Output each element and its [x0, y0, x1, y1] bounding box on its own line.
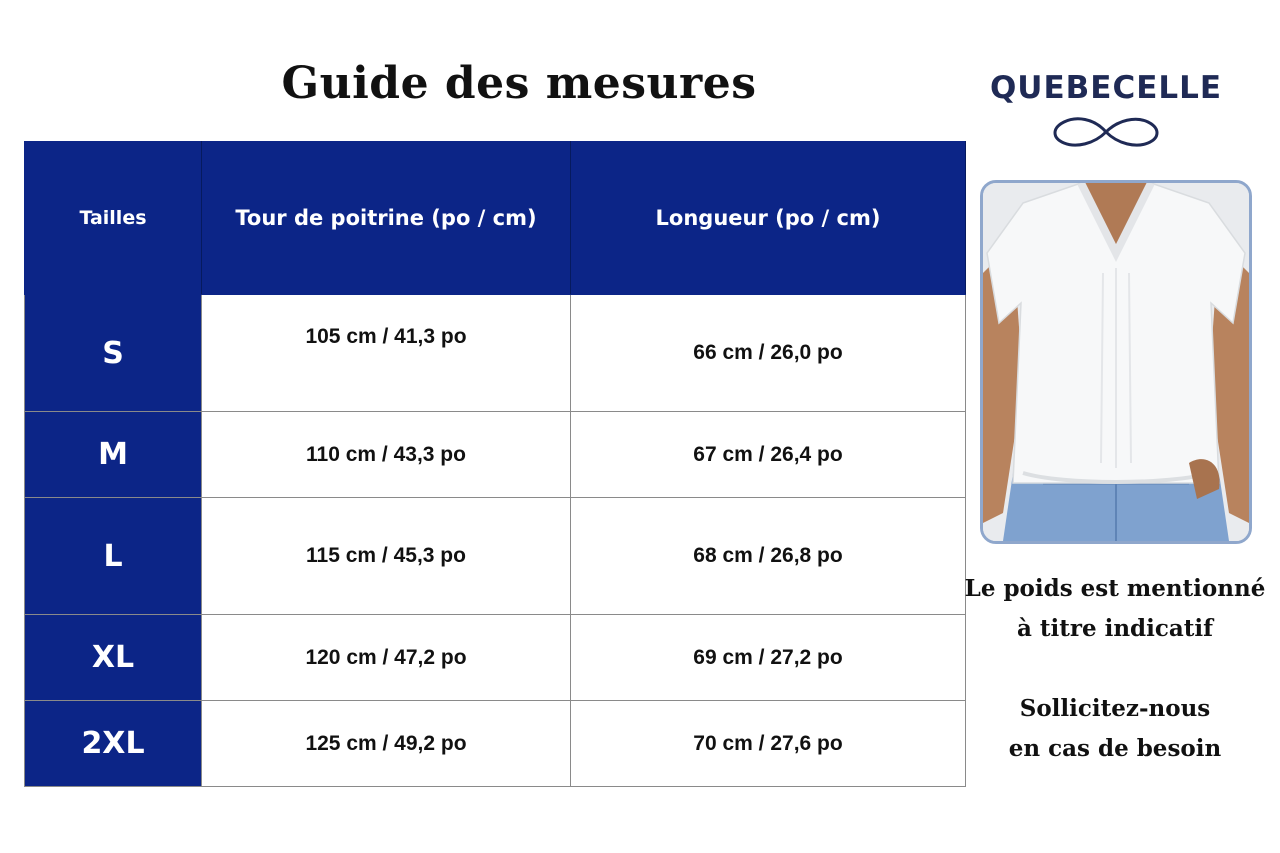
size-label: S — [25, 295, 202, 412]
chest-value: 110 cm / 43,3 po — [202, 412, 571, 498]
size-label: M — [25, 412, 202, 498]
brand-logo — [984, 70, 1228, 152]
weight-note-line2: à titre indicatif — [1016, 615, 1214, 642]
chest-value: 120 cm / 47,2 po — [202, 615, 571, 701]
length-value: 66 cm / 26,0 po — [571, 295, 966, 412]
weight-note-line1: Le poids est mentionné — [964, 575, 1266, 602]
table-header-row — [25, 142, 966, 295]
table-row — [25, 295, 966, 412]
length-value: 69 cm / 27,2 po — [571, 615, 966, 701]
size-label: 2XL — [25, 701, 202, 787]
header-sizes: Tailles — [25, 142, 202, 295]
length-value: 68 cm / 26,8 po — [571, 498, 966, 615]
chest-value: 125 cm / 49,2 po — [202, 701, 571, 787]
weight-note — [960, 569, 1270, 649]
size-label: XL — [25, 615, 202, 701]
length-value: 70 cm / 27,6 po — [571, 701, 966, 787]
table-row — [25, 412, 966, 498]
size-label: L — [25, 498, 202, 615]
page-title: Guide des mesures — [281, 58, 757, 109]
header-chest: Tour de poitrine (po / cm) — [202, 142, 571, 295]
length-value: 67 cm / 26,4 po — [571, 412, 966, 498]
contact-note-line2: en cas de besoin — [1008, 735, 1222, 762]
size-chart-table — [24, 141, 966, 787]
table-row — [25, 498, 966, 615]
chest-value: 115 cm / 45,3 po — [202, 498, 571, 615]
contact-note — [960, 689, 1270, 769]
product-photo — [980, 180, 1252, 544]
contact-note-line1: Sollicitez-nous — [1019, 695, 1211, 722]
brand-name: QUEBECELLE — [989, 70, 1223, 106]
header-length: Longueur (po / cm) — [571, 142, 966, 295]
table-row — [25, 615, 966, 701]
infinity-icon — [1046, 112, 1166, 152]
chest-value: 105 cm / 41,3 po — [202, 295, 571, 412]
table-row — [25, 701, 966, 787]
blouse-illustration — [983, 183, 1249, 541]
